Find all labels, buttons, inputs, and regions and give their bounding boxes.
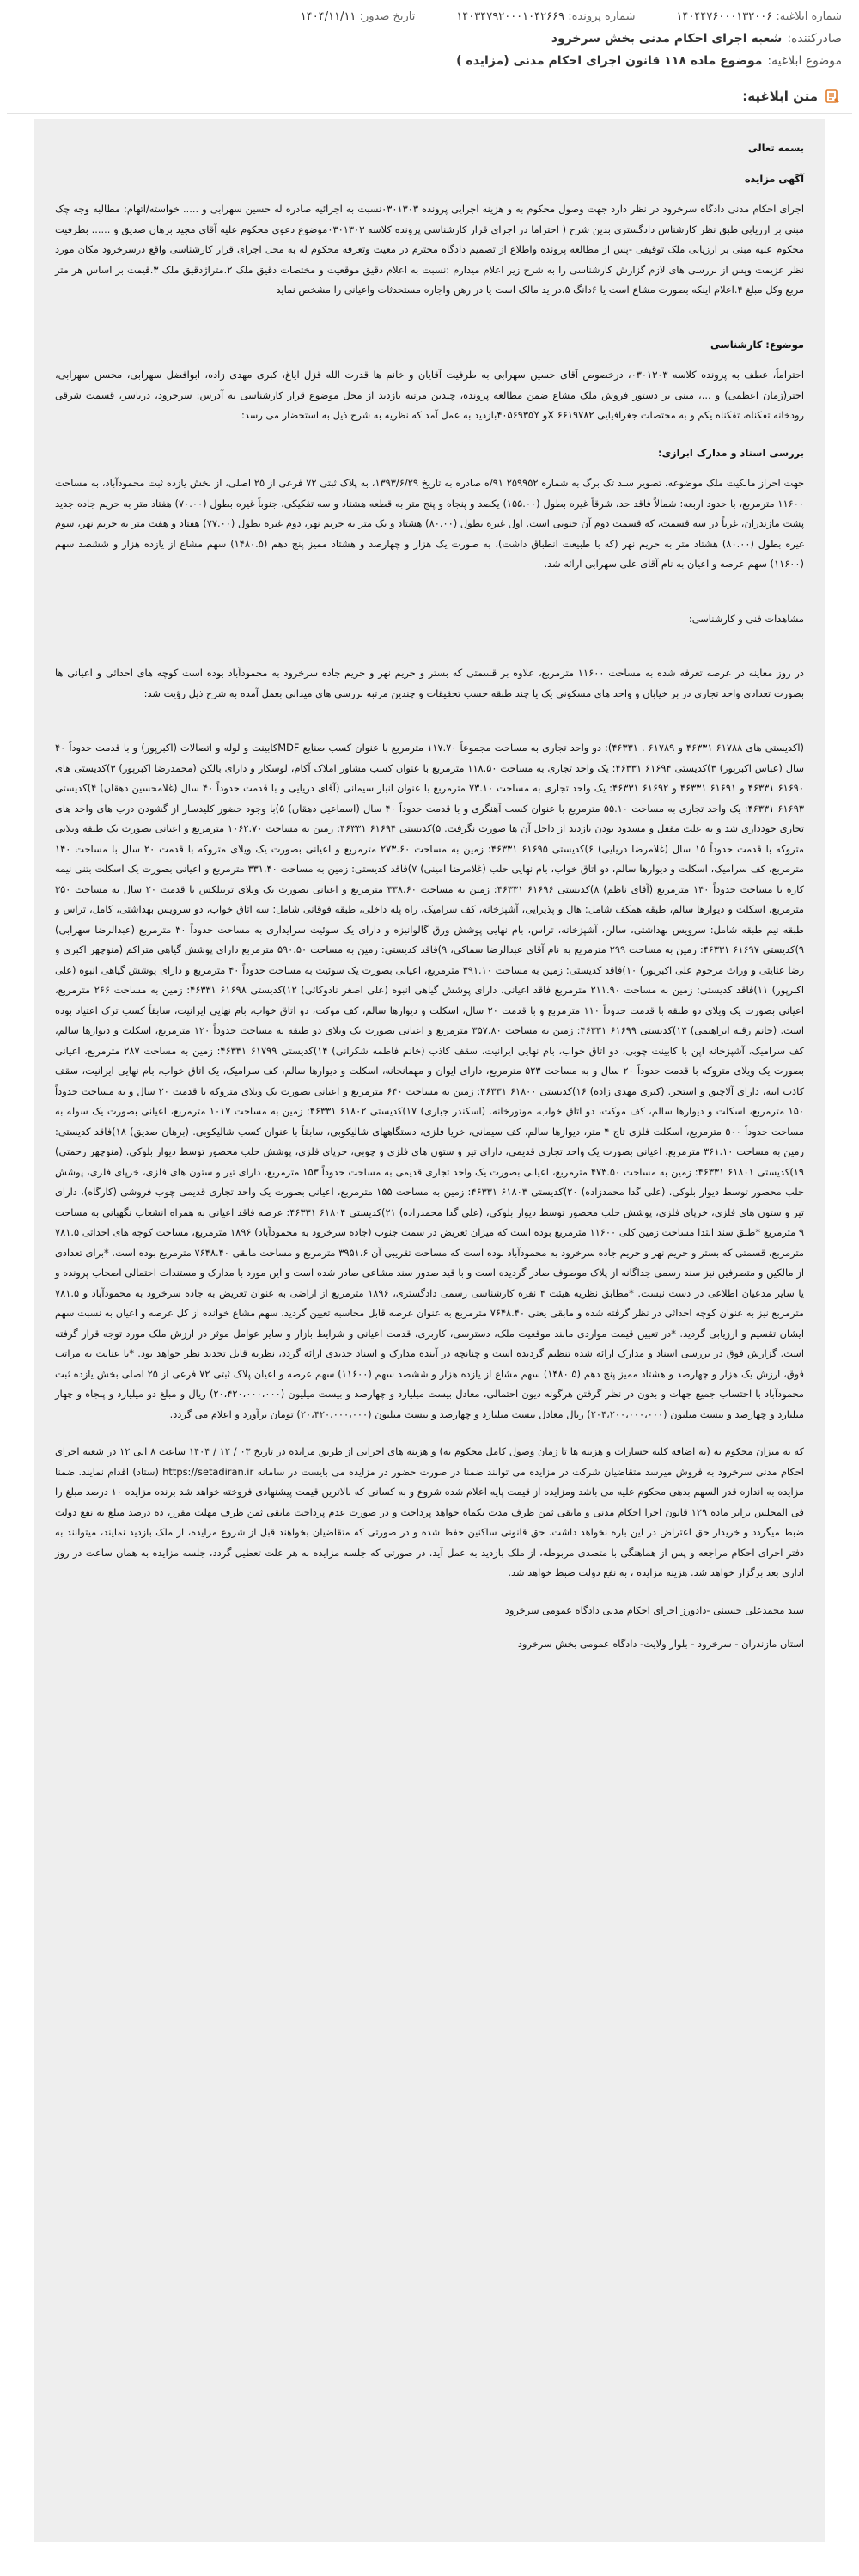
notice-number — [676, 10, 842, 23]
case-number-value: ۱۴۰۳۴۷۹۲۰۰۰۱۰۴۲۶۶۹ — [456, 9, 565, 23]
notice-text-section-header — [7, 79, 852, 114]
issuer-value: شعبه اجرای احکام مدنی بخش سرخرود — [551, 32, 783, 46]
body-observations-heading: مشاهدات فنی و کارشناسی: — [688, 612, 804, 625]
subject-line — [17, 50, 842, 72]
notice-header — [7, 5, 852, 72]
body-docs-heading: بررسی اسناد و مدارک ابرازی: — [658, 446, 804, 459]
body-paragraph-expert: احتراماً، عطف به پرونده کلاسه ۰۳۰۱۳۰۳، درخصوص آقای حسین سهرابی به طرفیت آقایان و خانم ها قدرت الله قزل ایاغ، کبری مهدی زاده، ابوافضل سهرابی، محسن سهرابی، اختر(زمان اعظمی) و ...، مبنی بر دستور فروش ملک مشاع ضمن مطالعه پرونده، چندین مرتبه بازدید از محل موضوع قرار کارشناسی به آدرس: سرخرود، دریاسر، قسمت شرقی رودخانه تفکناه، تفکناه یکم و به مختصات جغرافیایی ۶۶۱۹۷۸۲ Xو ۴۰۵۶۹۳۵Yبازدید به عمل آمد که نظریه به شرح ذیل به استحضار می رسد: — [55, 369, 804, 421]
body-paragraph-observations: در روز معاینه در عرصه تعرفه شده به مساحت ۱۱۶۰۰ مترمربع، علاوه بر قسمتی که بستر و حریم نهر و حریم جاده سرخرود به محمودآباد بوده است کوچه های احداثی و اعیانی ها بصورت تعدادی واحد تجاری در بر خیابان و واحد های مسکونی یک یا چند طبقه حسب تحقیقات و چندین مرتبه بررسی های میدانی بعمل آمده به شرح ذیل رؤیت شد: — [55, 667, 805, 699]
issue-date — [301, 10, 416, 23]
case-number — [456, 10, 635, 23]
subject-label: موضوع ابلاغیه: — [767, 54, 842, 68]
body-signature: سید محمدعلی حسینی -دادورز اجرای احکام مدنی دادگاه عمومی سرخرود — [504, 1603, 804, 1616]
body-subject: موضوع: کارشناسی — [710, 338, 804, 351]
issuer-line — [17, 27, 842, 50]
issuer-label: صادرکننده: — [787, 32, 842, 46]
subject-value: موضوع ماده ۱۱۸ قانون اجرای احکام مدنی (مزایده ) — [456, 54, 763, 68]
body-address: استان مازندران - سرخرود - بلوار ولایت- دادگاه عمومی بخش سرخرود — [517, 1638, 804, 1650]
notice-body — [34, 119, 825, 2542]
case-number-label: شماره پرونده: — [568, 9, 636, 23]
body-paragraph-auction: که به میزان محکوم به (به اضافه کلیه خسارات و هزینه ها تا زمان وصول کامل محکوم به) و هزینه های اجرایی از طریق مزایده در تاریخ ۰۳ / ۱۲ / ۱۴۰۴ ساعت ۸ الی ۱۲ در شعبه اجرای احکام مدنی سرخرود به فروش میرسد متقاضیان شرکت در مزایده می توانند ضمنا در صورت حضور در مزایده می بایست در سامانه https://setadiran.ir (ستاد) اقدام نمایند. ضمنا مزایده به اندازه قدر السهم بدهی محکوم علیه می باشد ومزایده از قیمت پایه اعلام شده شروع و به کسانی که بالاترین قیمت پیشنهادی فروخته خواهد شد برنده مزایده ۱۰ درصد مبلغ را فی المجلس برابر ماده ۱۲۹ قانون اجرا احکام مدنی و مابقی ثمن ظرف مدت یکماه خواهد پرداخت و در صورت عدم پرداخت مابقی ثمن ظرف مهلت مقرر، ده درصد مبلغ به نفع دولت ضبط میگردد و خریدار حق اعتراض در این باره نخواهد داشت. حق قانونی ساکنین حفظ شده و در صورتی که متقاضیان بخواهند قبل از شروع مزایده، از ملک بازدید نمایند، میتوانند به دفتر اجرای احکام مراجعه و پس از هماهنگی با متصدی مربوطه، از ملک بازدید به عمل آید. در صورتی که جلسه مزایده به هر علت تعطیل گردد، جلسه مزایده به همان ساعت در روز اداری بعد برگزار خواهد شد. هزینه مزایده ، به نفع دولت ضبط خواهد شد. — [55, 1445, 804, 1578]
notice-number-value: ۱۴۰۴۴۷۶۰۰۰۱۳۲۰۰۶ — [676, 9, 773, 23]
issue-date-value: ۱۴۰۴/۱۱/۱۱ — [300, 9, 356, 23]
section-title: متن ابلاغیه: — [742, 89, 818, 104]
meta-row — [17, 5, 842, 27]
body-paragraph-details: (اکدیستی های ۶۱۷۸۸ ۴۶۳۳۱ و ۶۱۷۸۹ . ۴۶۳۳۱): دو واحد تجاری به مساحت مجموعاً ۱۱۷.۷۰ مترمربع با عنوان کسب صنایع MDFکابینت و لوله و اتصالات (اکبرپور) و با قدمت حدوداً ۴۰ سال (عباس اکبرپور) ۳)کدیستی ۶۱۶۹۴ ۴۶۳۳۱: یک واحد تجاری به مساحت ۱۱۸.۵۰ مترمربع با عنوان کسب مشاور املاک آکام، لوسکار و دارای بالکن (محمدرضا اکبرپور) ۳)کدیستی های ۶۱۶۹۰ ۴۶۳۳۱ و ۶۱۶۹۱ ۴۶۳۳۱ و ۶۱۶۹۲ ۴۶۳۳۱: یک واحد تجاری به مساحت ۷۳.۱۰ مترمربع با عنوان انبار سیمانی (آقای دریایی و با قدمت حدوداً ۴۰ سال (غلامحسین دهقان) ۴)کدیستی ۶۱۶۹۳ ۴۶۳۳۱: یک واحد تجاری به مساحت ۵۵.۱۰ مترمربع با عنوان کسب آهنگری و با قدمت حدوداً ۴۰ سال (اسماعیل دهقان) ۵)با وجود حضور کلیدساز از گشودن درب های واحد های تجاری خودداری شد و به علت مقفل و مسدود بودن بازدید از داخل آن ها صورت نگرفت. ۵)کدیستی ۶۱۶۹۴ ۴۶۳۳۱: زمین به مساحت ۱۰۶۲.۷۰ مترمربع و اعیانی بصورت یک طبقه ویلایی متروکه با قدمت حدوداً ۱۵ سال (غلامرضا دریایی) ۶)کدیستی ۶۱۶۹۵ ۴۶۳۳۱: زمین به مساحت ۲۷۳.۶۰ مترمربع و اعیانی بصورت یک ویلای متروکه با قدمت ۲۰ سال با مساحت ۱۴۰ مترمربع، کف سرامیک، اسکلت و دیوارها سالم، دو اتاق خواب، بام نهایی حلب (غلامرضا امینی) ۷)فاقد کدیستی: زمین به مساحت ۳۳۱.۴۰ مترمربع و اعیانی بصورت یک اسکلت بتنی نیمه کاره با مساحت حدوداً ۱۴۰ مترمربع (آقای ناظم) ۸)کدیستی ۶۱۶۹۶ ۴۶۳۳۱: زمین به مساحت ۳۳۸.۶۰ مترمربع و اعیانی بصورت یک ویلای تریبلکس با قدمت ۲۰ سال به مساحت ۳۵۰ مترمربع، اسکلت و دیوارها سالم، طبقه همکف شامل: هال و پذیرایی، آشپزخانه، کف سرامیک، راه پله داخلی، طبقه فوقانی شامل: سه اتاق خواب، دو سرویس بهداشتی، کامل، تراس و طبقه نیم طبقه شامل: سرویس بهداشتی، سالن، آشپزخانه، تراس، بام نهایی پوشش ورق گالوانیزه و دارای یک سوئیت سرایداری به مساحت حدوداً ۳۰ مترمربع (عبدالرضا سهرابی) ۹)کدیستی ۶۱۶۹۷ ۴۶۳۳۱: زمین به مساحت ۲۹۹ مترمربع به نام آقای عبدالرضا سماکی، ۹)فاقد کدیستی: زمین به مساحت ۵۹۰.۵۰ مترمربع دارای پوشش گیاهی متراکم (منوچهر اکبری و رضا عنایتی و وراث مرحوم علی اکبرپور) ۱۰)فاقد کدیستی: زمین به مساحت ۳۹۱.۱۰ مترمربع، اعیانی بصورت یک سوئیت به مساحت حدوداً ۴۰ مترمربع و دارای پوشش گیاهی انبوه (علی اکبرپور) ۱۱)فاقد کدیستی: زمین به مساحت ۲۱۱.۹۰ مترمربع فاقد اعیانی، دارای پوشش گیاهی انبوه (علی اصغر نادوکائی) ۱۲)کدیستی ۶۱۶۹۸ ۴۶۳۳۱: زمین به مساحت ۲۶۶ مترمربع، اعیانی بصورت یک ویلای دو طبقه با قدمت حدوداً ۱۱۰ مترمربع و با قدمت ۲۰ سال، اسکلت و دیوارها سالم، کف موکت، دو اتاق خواب، بام نهایی ایرانیت، سابقاً کسب ترک اعتیاد بوده است. (خانم رقیه ابراهیمی) ۱۳)کدیستی ۶۱۶۹۹ ۴۶۳۳۱: زمین به مساحت ۳۵۷.۸۰ مترمربع و اعیانی بصورت یک ویلای دو طبقه به مساحت حدوداً ۱۲۰ مترمربع، اسکلت و دیوارها سالم، کف سرامیک، آشپزخانه اپن با کابینت چوبی، دو اتاق خواب، بام نهایی ایرانیت، سقف کاذب (خانم فاطمه شکرانی) ۱۴)کدیستی ۶۱۷۹۹ ۴۶۳۳۱: زمین به مساحت ۲۸۷ مترمربع، اعیانی بصورت یک ویلای متروکه با قدمت حدوداً ۲۰ سال و به مساحت ۵۲۳ مترمربع، دارای ایوان و مهمانخانه، اسکلت و دیوارها سالم، کف سرامیک، یک اتاق خواب، بام نهایی ایرانیت، سقف کاذب ایبه، دارای آلاچیق و استخر. (کبری مهدی زاده) ۱۶)کدیستی ۶۱۸۰۰ ۴۶۳۳۱: زمین به مساحت ۶۴۰ مترمربع و اعیانی بصورت یک ویلای متروکه با قدمت ۲۰ سال و به مساحت حدوداً ۱۵۰ مترمربع، اسکلت و دیوارها سالم، کف موکت، دو اتاق خواب، موتورخانه. (اسکندر جباری) ۱۷)کدیستی ۶۱۸۰۲ ۴۶۳۳۱: زمین به مساحت ۱۰۱۷ مترمربع، اعیانی بصورت یک سوله به مساحت حدوداً ۵۰۰ مترمربع، اسکلت فلزی تاج ۴ متر، دیوارها سالم، کف سیمانی، خریا فلزی، دستگاههای شالیکوبی، سابقاً با عنوان کسب شالیکوبی. (برهان صدیق) ۱۸)فاقد کدیستی: زمین به مساحت ۳۶۱.۱۰ مترمربع، اعیانی بصورت یک واحد تجاری قدیمی، دارای تیر و ستون های فلزی و چوبی، خرپای فلزی، پوشش حلب محصور توسط دیوار بلوکی. (منوچهر رحمتی) ۱۹)کدیستی ۶۱۸۰۱ ۴۶۳۳۱: زمین به مساحت ۴۷۳.۵۰ مترمربع، اعیانی بصورت یک واحد تجاری قدیمی به مساحت حدوداً ۱۵۳ مترمربع، دارای تیر و ستون های فلزی، خرپای فلزی، پوشش حلب محصور توسط دیوار بلوکی. (علی گدا محمدزاده) ۲۰)کدیستی ۶۱۸۰۳ ۴۶۳۳۱: زمین به مساحت ۱۵۵ مترمربع، اعیانی بصورت یک واحد تجاری قدیمی چوب فروشی (کارگاه)، دارای تیر و ستون های فلزی، خرپای فلزی، پوشش حلب محصور توسط دیوار بلوکی، (علی گدا محمدزاده) ۲۱)کدیستی ۶۱۸۰۴ ۴۶۳۳۱: عرصه فاقد اعیانی به همراه انشعاب نگهبانی به مساحت ۹ مترمربع *طبق سند ابتدا مساحت زمین کلی ۱۱۶۰۰ مترمربع بوده است که میزان تعریض در سمت جنوب (جاده سرخرود به محمودآباد) ۱۸۹۶ مترمربع، مساحت کوچه های احداثی ۷۸۱.۵ مترمربع، قسمتی که بستر و حریم نهر و حریم جاده سرخرود به محمودآباد بوده است که مساحت تقریبی آن ۳۹۵۱.۶ مترمربع و مساحت مابقی ۷۶۴۸.۴۰ مترمربع بوده است. *برای تعدادی از مالکین و متصرفین نیز سند رسمی جداگانه از پلاک موصوف صادر گردیده است و با قید صدور سند مشاعی صادر شده است و این مورد با مدارک و مستندات احتمالی اصحاب پرونده و یا سایر مدعیان اطلاعی در دست نیست. *مطابق نظریه هیئت ۴ نفره کارشناسی رسمی دادگستری، ۱۸۹۶ مترمربع از اراضی به عنوان تعریض به جاده سرخرود به محمودآباد و ۷۸۱.۵ مترمربع نیز به عنوان کوچه احداثی در نظر گرفته شده و مابقی یعنی ۷۶۴۸.۴۰ مترمربع به عنوان عرصه قابل محاسبه تعیین گردید. سهم مشاع خوانده از کل عرصه و اعیان به نسبت سهم ایشان تقسیم و ارزیابی گردید. *در تعیین قیمت مواردی مانند موقعیت ملک، دسترسی، کاربری، قدمت اعیانی و شرایط بازار و سایر عوامل موثر در ارزش ملک مورد توجه قرار گرفته است. گزارش فوق در بررسی اسناد و مدارک ارائه شده تنظیم گردیده است و چنانچه در آینده مدارک و اسناد جدیدی ارائه گردد، نظریه قابل تجدید نظر خواهد بود. *با عنایت به مراتب فوق، ارزش یک هزار و چهارصد و هشتاد ممیز پنج دهم (۱۴۸۰.۵) سهم مشاع از یازده هزار و ششصد سهم (۱۱۶۰۰) سهم عرصه و اعیان پلاک ثبتی ۷۲ فرعی از ۲۵ اصلی بخش یازده ثبت محمودآباد با احتساب جمیع جهات و بدون در نظر گرفتن هرگونه دیون احتمالی، معادل بیست میلیارد و چهارصد و بیست میلیون (۲۰،۴۲۰،۰۰۰،۰۰۰) ریال و مبلغ دو میلیارد و پنجاه و چهار میلیارد و چهارصد و بیست میلیون (۲۰۴،۲۰۰،۰۰۰،۰۰۰) ریال معادل بیست میلیارد و چهارصد و بیست میلیون (۲۰،۴۲۰،۰۰۰،۰۰۰) تومان برآورد و اعلام می گردد. — [55, 742, 805, 1420]
body-paragraph-intro: اجرای احکام مدنی دادگاه سرخرود در نظر دارد جهت وصول محکوم به و هزینه اجرایی پرونده ۰۳۰۱۳۰۳نسبت به اجرائیه صادره له حسین سهرابی و ..... خواسته/اتهام: مطالبه وجه چک مبنی بر ارزیابی طبق نظر کارشناس دادگستری بدین شرح ( احتراما در اجرای قرار کارشناسی پرونده کلاسه ۰۳۰۱۳۰۳موضوع دعوی محکوم علیه آقای مجید برهان صدیق و ...... بطرفیت محکوم علیه مبنی بر ارزیابی ملک توقیفی -پس از مطالعه پرونده واطلاع از تصمیم دادگاه محترم در معیت وتعرفه محکوم له به محل اجرای قرار کارشناسی واقع درسرخرود مکان مورد نظر عزیمت وپس از بررسی های لازم گزارش کارشناسی را به شرح زیر اعلام میدارم :نسبت به اعلام دقیق موقعیت و مختصات دقیق ملک ۲.متراژدقیق ملک ۳.قیمت بر اساس هر متر مربع وکل مبلغ ۴.اعلام اینکه بصورت مشاع است یا ۶دانگ ۵.در ید مالک است یا در رهن واجاره مستحدثات واعیانی را مشخص نماید — [55, 203, 804, 296]
issue-date-label: تاریخ صدور: — [359, 9, 416, 23]
document-icon — [825, 89, 840, 104]
body-bismillah: بسمه تعالی — [747, 142, 804, 154]
notice-number-label: شماره ابلاغیه: — [776, 9, 842, 23]
body-heading: آگهی مزایده — [744, 172, 804, 185]
body-paragraph-docs: جهت احراز مالکیت ملک موضوعه، تصویر سند تک برگ به شماره ۲۵۹۹۵۲ ۹۱/ه صادره به تاریخ ۱۳۹۳/۶/۲۹، به پلاک ثبتی ۷۲ فرعی از ۲۵ اصلی، از بخش یازده ثبت محمودآباد، به مساحت ۱۱۶۰۰ مترمربع، با حدود اربعه: شمالاً فاقد حد، شرقاً غیره بطول (۱۵۵.۰۰) یکصد و پنجاه و پنج متر به قطعه هشتاد و سه تفکیکی، جنوباً غیره بطول (۷۰.۰۰) هفتاد متر به حریم جاده جدید پشت مازندران، غرباً در سه قسمت، که قسمت دوم آن جنوبی است. اول غیره بطول (۸۰.۰۰) هشتاد و یک متر به حریم نهر، دوم غیره بطول (۷۷.۰۰) هفتاد و هفت متر به حریم نهر، سوم غیره بطول (۸۰.۰۰) هشتاد متر به حریم نهر (که با طبیعت انطباق داشت)، به صورت یک هزار و چهارصد و هشتاد ممیز پنج دهم (۱۴۸۰.۵) سهم مشاع از یازده هزار و ششصد سهم (۱۱۶۰۰) سهم عرصه و اعیان به نام آقای علی سهرابی ارائه شد. — [55, 477, 804, 570]
